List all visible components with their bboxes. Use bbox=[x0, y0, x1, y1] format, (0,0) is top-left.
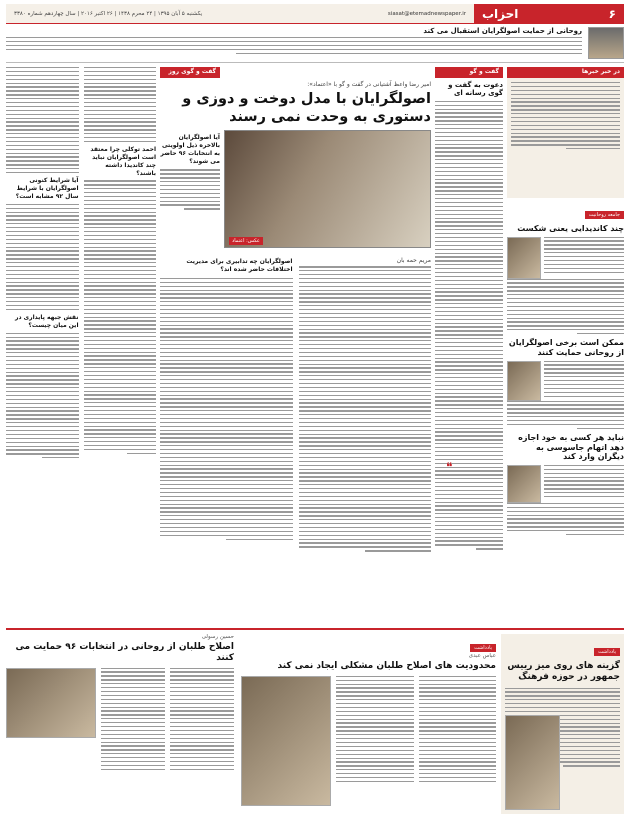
main-byline: مریم حمه بان bbox=[396, 257, 431, 265]
right-story3-photo bbox=[507, 465, 541, 503]
right-box-head: در خبر خبرها bbox=[507, 67, 624, 78]
main-story-photo bbox=[224, 130, 431, 248]
bottom-right-box bbox=[501, 634, 624, 814]
bottom-article-2-author: حسین رسولی bbox=[201, 634, 234, 640]
section-tab bbox=[474, 4, 624, 24]
top-story-text bbox=[6, 27, 582, 62]
right-story3-title: نباید هر کسی به خود اجازه دهد اتهام جاسوسی به دیگران وارد کند bbox=[518, 433, 624, 462]
bottom-box-title: گزینه های روی میز رییس جمهور در حوزه فرهنگ bbox=[507, 661, 620, 683]
bottom-article-1-author: عباس عبدی bbox=[468, 653, 496, 659]
left-subhead-3: نقش جبهه پایداری در این میان چیست؟ bbox=[15, 314, 79, 329]
bottom-section bbox=[6, 628, 624, 814]
bottom-article-1-title: محدودیت های اصلاح طلبان مشکلی ایجاد نمی کند bbox=[277, 661, 496, 671]
main-side-quote: آیا اصولگرایان بالاخره ذیل اولویتی به انتخابات ۹۶ حاضر می شوند؟ bbox=[160, 134, 220, 165]
right-story2-title: ممکن است برخی اصولگرایان از روحانی حمایت کنند bbox=[508, 338, 624, 357]
middle-story-body bbox=[435, 101, 503, 550]
quote-mark-icon: ❝ bbox=[446, 460, 453, 474]
main-story bbox=[160, 67, 431, 627]
main-story-kicker: امیر رضا واعظ آشتیانی در گفت و گو با «اعتماد»: bbox=[307, 81, 431, 88]
bottom-box-photo bbox=[505, 715, 560, 810]
right-story1-title: چند کاندیدایی یعنی شکست bbox=[517, 224, 624, 233]
photo-caption: عکس: اعتماد bbox=[229, 237, 263, 245]
section-name: احزاب bbox=[482, 7, 519, 21]
page-header bbox=[6, 4, 624, 24]
top-story bbox=[6, 27, 624, 63]
middle-tag: گفت و گو bbox=[435, 67, 503, 78]
bottom-article-2-photo bbox=[6, 668, 96, 738]
bottom-article-1-photo bbox=[241, 676, 331, 806]
bottom-article-2-title: اصلاح طلبان از روحانی در انتخابات ۹۶ حمایت می کنند bbox=[15, 642, 234, 663]
top-story-title: روحانی از حمایت اصولگرایان استقبال می کند bbox=[423, 27, 582, 35]
right-column bbox=[507, 67, 624, 612]
middle-column bbox=[435, 67, 503, 612]
right-story1-tag: جامعه روحانیت bbox=[585, 211, 624, 219]
left-subhead-1: احمد توکلی چرا معتقد است اصولگرایان نباید چند کاندیدا داشته باشند؟ bbox=[90, 146, 156, 177]
page-number: ۶ bbox=[608, 7, 616, 21]
right-story2-photo bbox=[507, 361, 541, 401]
website-address[interactable]: siasat@etemadnewspaper.ir bbox=[387, 10, 466, 17]
date-strip bbox=[6, 4, 474, 24]
bottom-article-1 bbox=[241, 634, 496, 806]
main-story-tag: گفت و گوی روز bbox=[160, 67, 220, 78]
middle-story-title: دعوت به گفت و گوی رسانه ای bbox=[448, 81, 503, 98]
bottom-box-tag: یادداشت bbox=[594, 648, 620, 656]
main-story-title: اصولگرایان با مدل دوخت و دوزی و دستوری به وحدت نمی رسند bbox=[182, 91, 431, 126]
main-pull-quote: اصولگرایان چه تدابیری برای مدیریت اختلافات حاضر شده اند؟ bbox=[186, 258, 293, 274]
bottom-article-2 bbox=[6, 634, 234, 773]
top-story-photo bbox=[588, 27, 624, 59]
top-story-body bbox=[6, 37, 582, 54]
issue-date: یکشنبه ۵ آبان ۱۳۹۵ | ۲۴ محرم ۱۴۳۸ | ۲۶ اکتبر ۲۰۱۶ | سال چهاردهم شماره ۳۳۸۰ bbox=[14, 10, 203, 17]
left-column bbox=[6, 67, 156, 627]
right-story1-photo bbox=[507, 237, 541, 279]
left-subhead-2: آیا شرایط کنونی اصولگرایان با شرایط سال ۹۲ مشابه است؟ bbox=[15, 177, 79, 200]
news-briefs bbox=[507, 78, 624, 198]
bottom-tag: یادداشت bbox=[470, 644, 496, 652]
